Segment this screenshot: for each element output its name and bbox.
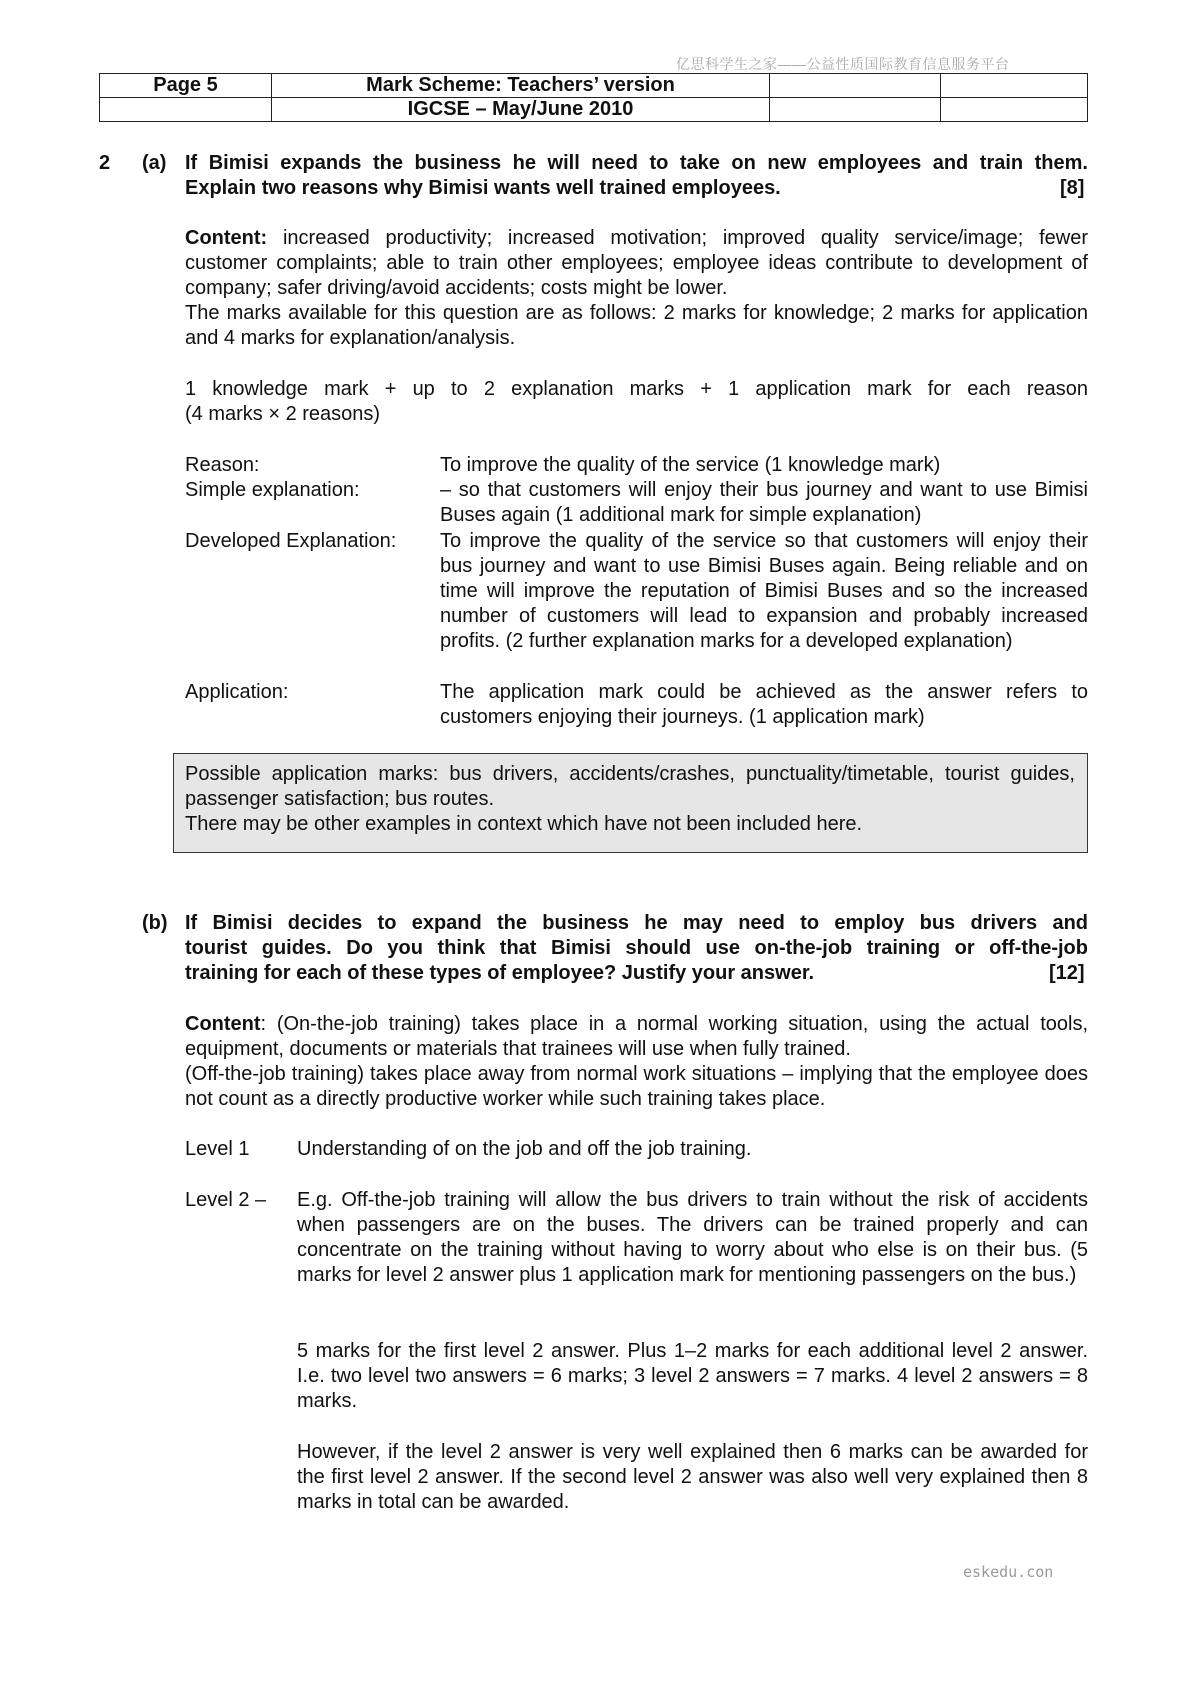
header-empty-1 [770,74,941,98]
header-exam: IGCSE – May/June 2010 [272,98,770,122]
level2-para2: 5 marks for the first level 2 answer. Plus 1–2 marks for each additional level 2 answer. I.e. two level two answers = 6 marks; 3 level 2 answers = 7 marks. 4 level 2 answers = 8 marks. [297,1340,1088,1412]
part-a-content-label: Content: [185,227,268,249]
part-a-knowledge-line2: (4 marks × 2 reasons) [185,403,381,425]
part-b-question-line2: tourist guides. Do you think that Bimisi should use on-the-job training or off-the-job [185,937,1088,959]
part-a-content [185,226,1088,301]
row-reason-text: To improve the quality of the service (1 knowledge mark) [440,454,941,476]
level1-text: Understanding of on the job and off the job training. [297,1138,752,1160]
row-developed-text: To improve the quality of the service so that customers will enjoy their bus journey and want to use Bimisi Buses again. Being reliable and on time will improve the reputation of Bimisi Buses and so the increased number of customers will lead to expansion and probably increased profits. (2 further explanation marks for a developed explanation) [440,530,1088,652]
part-a-marks: [8] [1060,177,1085,199]
row-application-label: Application: [185,681,289,703]
part-b-marks: [12] [1049,962,1085,984]
header-empty-2 [941,74,1088,98]
part-a-marks-available: The marks available for this question are as follows: 2 marks for knowledge; 2 marks for application and 4 marks for explanation/analysis. [185,302,1088,349]
level2-label: Level 2 – [185,1189,267,1211]
part-b-question-line1: If Bimisi decides to expand the business he may need to employ bus drivers and [185,912,1088,934]
header-page: Page 5 [100,74,272,98]
row-simple-text: – so that customers will enjoy their bus journey and want to use Bimisi Buses again (1 additional mark for simple explanation) [440,479,1088,526]
part-b-question-line3: training for each of these types of employee? Justify your answer. [185,962,815,984]
row-application-text: The application mark could be achieved as the answer refers to customers enjoying their journeys. (1 application mark) [440,681,1088,728]
question-number: 2 [99,152,111,174]
box-line1: Possible application marks: bus drivers, accidents/crashes, punctuality/timetable, tourist guides, passenger satisfaction; bus routes. [185,763,1075,810]
row-simple-label: Simple explanation: [185,479,360,501]
row-developed-label: Developed Explanation: [185,530,397,552]
header-blank [100,98,272,122]
part-a-content-text: increased productivity; increased motivation; improved quality service/image; fewer customer complaints; able to train other employees; employee ideas contribute to development of company; safer driving/avoid accidents; costs might be lower. [185,227,1088,299]
level2-text: E.g. Off-the-job training will allow the bus drivers to train without the risk of accidents when passengers are on the buses. The drivers can be trained properly and can concentrate on the training without having to worry about who else is on their bus. (5 marks for level 2 answer plus 1 application mark for mentioning passengers on the bus.) [297,1189,1088,1286]
part-a-knowledge-line1: 1 knowledge mark + up to 2 explanation marks + 1 application mark for each reason [185,378,1088,400]
box-line2: There may be other examples in context which have not been included here. [185,813,863,835]
part-b-label: (b) [142,912,168,934]
level2-para3: However, if the level 2 answer is very well explained then 6 marks can be awarded for the first level 2 answer. If the second level 2 answer was also well very explained then 8 marks in total can be awarded. [297,1441,1088,1513]
part-a-question-line1: If Bimisi expands the business he will need to take on new employees and train them. [185,152,1088,174]
row-reason-label: Reason: [185,454,260,476]
part-a-label: (a) [142,152,167,174]
header-table [99,73,1088,122]
level1-label: Level 1 [185,1138,250,1160]
watermark-bottom: eskedu.con [963,1563,1054,1581]
part-b-content-label: Content [185,1013,261,1035]
part-b-content [185,1012,1088,1062]
application-marks-box [173,753,1088,853]
watermark-top: 亿思科学生之家——公益性质国际教育信息服务平台 [676,56,1010,72]
header-title: Mark Scheme: Teachers’ version [272,74,770,98]
header-empty-3 [770,98,941,122]
part-a-question-line2: Explain two reasons why Bimisi wants well trained employees. [185,177,781,199]
part-b-content-text2: (Off-the-job training) takes place away from normal work situations – implying that the employee does not count as a directly productive worker while such training takes place. [185,1063,1088,1110]
part-b-content-text: : (On-the-job training) takes place in a normal working situation, using the actual tools, equipment, documents or materials that trainees will use when fully trained. [185,1013,1088,1060]
header-empty-4 [941,98,1088,122]
